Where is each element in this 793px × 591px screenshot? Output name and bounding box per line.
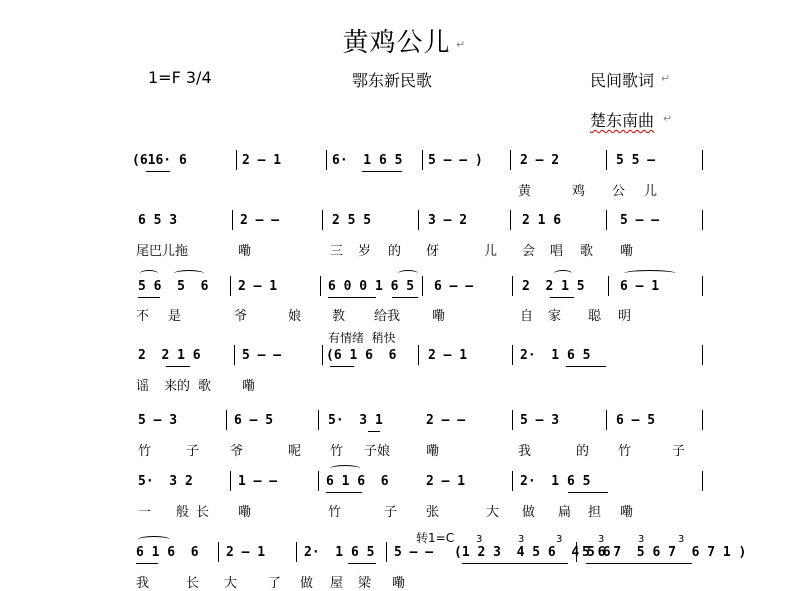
barline xyxy=(512,345,513,365)
barline xyxy=(230,471,231,491)
barline xyxy=(606,410,607,430)
lyric: 聪 xyxy=(588,309,602,324)
lyric: 嘞 xyxy=(238,244,252,259)
measure: 2 5 5 xyxy=(332,213,372,228)
slur xyxy=(624,270,676,277)
lyric: 黄 xyxy=(518,184,532,199)
measure: 5 – – ) xyxy=(428,153,483,168)
measure: 6 1 6 6 xyxy=(326,474,389,489)
lyric: 嘞 xyxy=(432,309,446,324)
measure: 5· 3 1 xyxy=(328,413,383,428)
lyric: 子 xyxy=(186,444,200,459)
lyric: 长 xyxy=(186,576,200,591)
slur xyxy=(138,536,170,543)
paragraph-mark-icon: ↵ xyxy=(661,72,671,85)
lyric: 嘞 xyxy=(238,505,252,520)
barline xyxy=(386,542,387,562)
lyric: 梁 xyxy=(358,576,372,591)
lyric: 三 xyxy=(330,244,344,259)
barline xyxy=(510,150,511,170)
lyric: 做 xyxy=(522,505,536,520)
triplet-marker: 3 xyxy=(476,534,483,545)
underline xyxy=(330,366,354,367)
measure: 5 – – xyxy=(242,348,282,363)
underline xyxy=(550,297,574,298)
measure: 2 – 1 xyxy=(238,279,278,294)
lyric: 家 xyxy=(548,309,562,324)
lyric: 歌 xyxy=(198,379,212,394)
lyric: 担 xyxy=(588,505,602,520)
modulation-marking: 转1=C xyxy=(416,531,455,545)
measure: 5 6 5 6 xyxy=(138,279,209,294)
barline xyxy=(606,150,607,170)
barline xyxy=(576,542,577,562)
lyric: 给我 xyxy=(374,309,401,324)
measure: 2· 1 6 5 xyxy=(520,348,591,363)
lyric: 不 xyxy=(136,309,150,324)
lyric: 般 xyxy=(176,505,190,520)
barline xyxy=(512,276,513,296)
lyric: 来的 xyxy=(164,379,191,394)
underline xyxy=(586,563,692,564)
measure: 5 – 3 xyxy=(520,413,560,428)
lyric: 谣 xyxy=(136,379,150,394)
lyric: 公 xyxy=(612,184,626,199)
measure: 6 5 3 xyxy=(138,213,178,228)
barline xyxy=(510,210,511,230)
lyric: 的 xyxy=(388,244,402,259)
triplet-marker: 3 xyxy=(638,534,645,545)
lyric: 唱 xyxy=(550,244,564,259)
barline xyxy=(236,150,237,170)
measure: 5 – – xyxy=(394,545,434,560)
lyric: 自 xyxy=(520,309,534,324)
lyric: 呢 xyxy=(288,444,302,459)
key-signature: 1=F 3/4 xyxy=(148,68,212,87)
measure: 6 – 5 xyxy=(616,413,656,428)
measure: 3 – 2 xyxy=(428,213,468,228)
lyricist-credit: 民间歌词 xyxy=(590,71,655,90)
lyric: 爷 xyxy=(230,444,244,459)
barline xyxy=(702,210,703,230)
paragraph-mark-icon: ↵ xyxy=(456,38,466,51)
lyric: 鸡 xyxy=(572,184,586,199)
triplet-marker: 3 xyxy=(598,534,605,545)
barline xyxy=(326,150,327,170)
triplet-marker: 3 xyxy=(556,534,563,545)
lyric: 伢 xyxy=(426,244,440,259)
measure: (1 2 3 4 5 6 4 5 6 xyxy=(454,545,611,560)
lyric: 扁 xyxy=(558,505,572,520)
measure: 5· 3 2 xyxy=(138,474,193,489)
barline xyxy=(702,471,703,491)
barline xyxy=(702,276,703,296)
underline xyxy=(348,563,376,564)
lyric: 竹 xyxy=(138,444,152,459)
barline xyxy=(322,210,323,230)
measure: 2· 1 6 5 xyxy=(304,545,375,560)
measure: 2 – 2 xyxy=(520,153,560,168)
measure: 5 – 3 xyxy=(138,413,178,428)
lyric: 嘞 xyxy=(426,444,440,459)
lyric: 大 xyxy=(224,576,238,591)
underline xyxy=(146,171,170,172)
underline xyxy=(568,492,608,493)
underline xyxy=(166,366,190,367)
measure: 6 0 0 1 6 5 xyxy=(328,279,415,294)
lyric: 嘞 xyxy=(620,244,634,259)
slur xyxy=(554,270,572,277)
measure: (616· 6 xyxy=(132,153,187,168)
slur xyxy=(174,270,204,277)
underline xyxy=(138,297,160,298)
barline xyxy=(418,210,419,230)
lyric: 儿 xyxy=(484,244,498,259)
barline xyxy=(226,410,227,430)
lyric: 儿 xyxy=(644,184,658,199)
song-title: 黄鸡公儿 xyxy=(342,28,451,58)
underline xyxy=(566,366,606,367)
lyric: 我 xyxy=(518,444,532,459)
slur xyxy=(140,270,158,277)
lyric: 大 xyxy=(486,505,500,520)
barline xyxy=(318,410,319,430)
barline xyxy=(702,410,703,430)
lyric: 我 xyxy=(136,576,150,591)
barline xyxy=(320,276,321,296)
lyric: 了 xyxy=(268,576,282,591)
measure: 2 – – xyxy=(426,413,466,428)
measure: 2 – 1 xyxy=(426,474,466,489)
slur xyxy=(398,270,418,277)
barline xyxy=(422,150,423,170)
lyric: 一 xyxy=(138,505,152,520)
lyric: 做 xyxy=(300,576,314,591)
measure: 2 2 1 5 xyxy=(522,279,585,294)
barline xyxy=(232,210,233,230)
measure: 6 – 1 xyxy=(620,279,660,294)
measure: 6 1 6 6 xyxy=(136,545,199,560)
underline xyxy=(362,171,402,172)
barline xyxy=(608,276,609,296)
lyric: 长 xyxy=(196,505,210,520)
lyric: 歌 xyxy=(580,244,594,259)
lyric: 教 xyxy=(332,309,346,324)
measure: 2 2 1 6 xyxy=(138,348,201,363)
tempo-annotation: 有情绪 稍快 xyxy=(328,331,396,345)
lyric: 竹 xyxy=(618,444,632,459)
lyric: 子娘 xyxy=(364,444,391,459)
measure: 2 – 1 xyxy=(226,545,266,560)
barline xyxy=(296,542,297,562)
lyric: 娘 xyxy=(288,309,302,324)
barline xyxy=(318,471,319,491)
song-origin: 鄂东新民歌 xyxy=(352,71,433,90)
barline xyxy=(422,276,423,296)
lyric: 竹 xyxy=(330,444,344,459)
measure: 2 1 6 xyxy=(522,213,562,228)
paragraph-mark-icon: ↵ xyxy=(663,112,673,125)
lyric: 尾巴儿拖 xyxy=(136,244,189,259)
triplet-marker: 3 xyxy=(678,534,685,545)
lyric: 竹 xyxy=(328,505,342,520)
barline xyxy=(230,276,231,296)
lyric: 嘞 xyxy=(620,505,634,520)
underline xyxy=(368,431,380,432)
measure: 6 – 5 xyxy=(234,413,274,428)
lyric: 明 xyxy=(618,309,632,324)
measure: 2 – 1 xyxy=(242,153,282,168)
underline xyxy=(136,563,158,564)
lyric: 的 xyxy=(576,444,590,459)
barline xyxy=(512,471,513,491)
lyric: 会 xyxy=(522,244,536,259)
measure: 2 – 1 xyxy=(428,348,468,363)
measure: 2 – – xyxy=(240,213,280,228)
barline xyxy=(322,345,323,365)
lyric: 子 xyxy=(672,444,686,459)
triplet-marker: 3 xyxy=(518,534,525,545)
measure: 6· 1 6 5 xyxy=(332,153,403,168)
barline xyxy=(512,410,513,430)
slur xyxy=(330,465,360,472)
underline xyxy=(392,297,418,298)
measure: 6 – – xyxy=(434,279,474,294)
measure: 2· 1 6 5 xyxy=(520,474,591,489)
underline xyxy=(326,492,362,493)
barline xyxy=(218,542,219,562)
barline xyxy=(702,150,703,170)
underline xyxy=(328,297,376,298)
barline xyxy=(702,345,703,365)
barline xyxy=(418,345,419,365)
composer-credit: 楚东南曲 xyxy=(590,111,655,130)
underline xyxy=(462,563,568,564)
lyric: 子 xyxy=(384,505,398,520)
lyric: 嘞 xyxy=(242,379,256,394)
barline xyxy=(606,210,607,230)
measure: (6 1 6 6 xyxy=(326,348,397,363)
measure: 5 – – xyxy=(620,213,660,228)
measure: 5 5 – xyxy=(616,153,656,168)
lyric: 岁 xyxy=(358,244,372,259)
lyric: 是 xyxy=(168,309,182,324)
lyric: 嘞 xyxy=(392,576,406,591)
measure: 5 6 7 5 6 7 6 7 1 ) xyxy=(582,545,747,560)
lyric: 张 xyxy=(426,505,440,520)
measure: 1 – – xyxy=(238,474,278,489)
lyric: 爷 xyxy=(234,309,248,324)
lyric: 屋 xyxy=(330,576,344,591)
barline xyxy=(234,345,235,365)
